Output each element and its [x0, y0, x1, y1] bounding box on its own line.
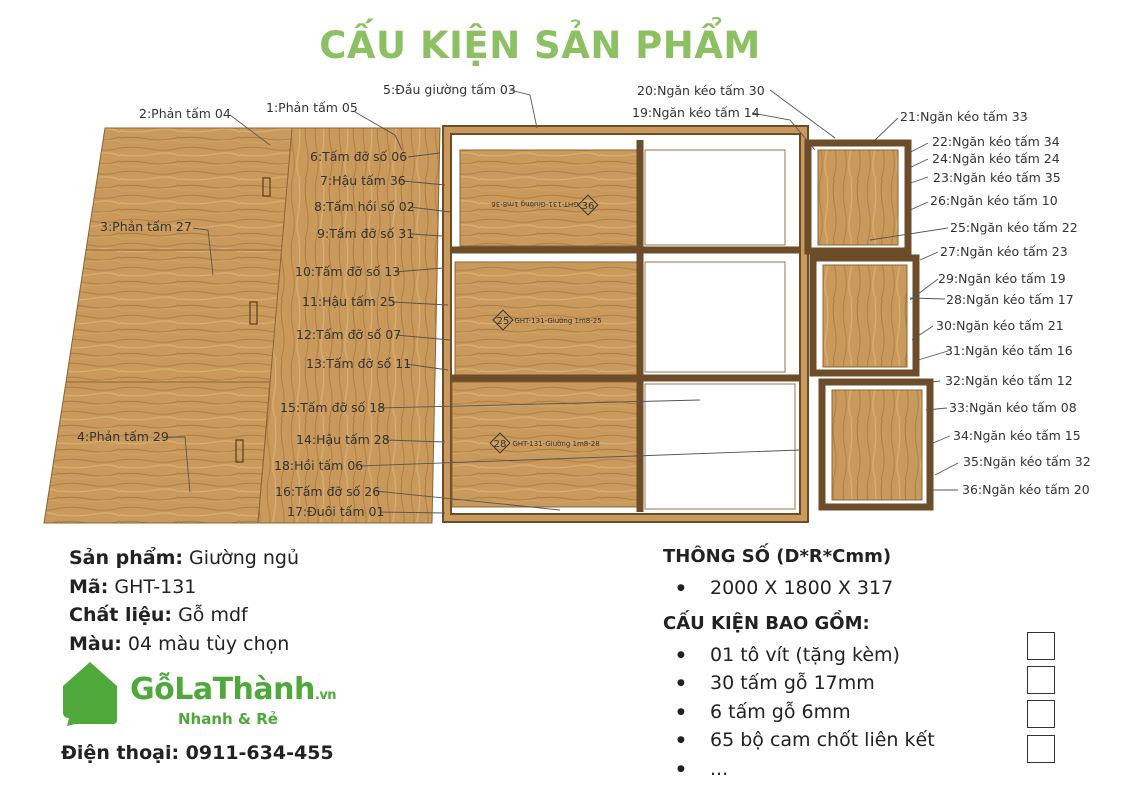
- product-code-row: Mã: GHT-131: [69, 575, 197, 598]
- label-12: 12:Tấm đỡ số 07: [296, 327, 402, 342]
- component-checkbox-4[interactable]: [1027, 735, 1055, 763]
- label-21: 21:Ngăn kéo tấm 33: [900, 109, 1028, 124]
- label-10: 10:Tấm đỡ số 13: [295, 264, 401, 279]
- label-25: 25:Ngăn kéo tấm 22: [950, 220, 1078, 235]
- component-checkbox-2[interactable]: [1027, 666, 1055, 694]
- label-24: 24:Ngăn kéo tấm 24: [932, 151, 1060, 166]
- label-7: 7:Hậu tấm 36: [320, 173, 406, 188]
- product-name-row: Sản phẩm: Giường ngủ: [69, 547, 300, 569]
- specifications: [663, 544, 935, 783]
- label-22: 22:Ngăn kéo tấm 34: [932, 134, 1060, 149]
- label-2: 2:Phản tấm 04: [139, 106, 231, 121]
- label-17: 17:Đuôi tấm 01: [287, 504, 385, 519]
- logo-slogan: Nhanh & Rẻ: [178, 710, 278, 728]
- components-heading: CẤU KIỆN BAO GỒM:: [663, 612, 870, 634]
- label-23: 23:Ngăn kéo tấm 35: [933, 170, 1061, 185]
- product-info: [69, 544, 299, 658]
- mark-36: 36: [581, 201, 595, 212]
- component-item: ● 6 tấm gỗ 6mm: [677, 700, 851, 723]
- dimension-item: ● 2000 X 1800 X 317: [677, 577, 894, 599]
- label-27: 27:Ngăn kéo tấm 23: [940, 244, 1068, 259]
- label-3: 3:Phản tấm 27: [100, 219, 192, 234]
- label-30: 30:Ngăn kéo tấm 21: [936, 318, 1064, 333]
- label-8: 8:Tấm hồi số 02: [314, 199, 415, 214]
- component-checkbox-1[interactable]: [1027, 632, 1055, 660]
- spec-heading: THÔNG SỐ (D*R*Cmm): [663, 546, 892, 567]
- components-list: [663, 641, 935, 784]
- phone-number: Điện thoại: 0911-634-455: [61, 742, 334, 764]
- label-1: 1:Phản tấm 05: [266, 100, 358, 115]
- label-31: 31:Ngăn kéo tấm 16: [945, 343, 1073, 358]
- label-14: 14:Hậu tấm 28: [296, 432, 390, 447]
- mark-28: 28: [493, 439, 507, 450]
- label-9: 9:Tấm đỡ số 31: [317, 226, 415, 241]
- component-item: ● 01 tô vít (tặng kèm): [677, 643, 900, 666]
- label-32: 32:Ngăn kéo tấm 12: [945, 373, 1073, 388]
- label-29: 29:Ngăn kéo tấm 19: [938, 271, 1066, 286]
- label-26: 26:Ngăn kéo tấm 10: [930, 193, 1058, 208]
- product-material: Gỗ mdf: [178, 604, 248, 626]
- mark-text-25: GHT-131-Giường 1m8-25: [514, 317, 602, 325]
- component-item: ● 30 tấm gỗ 17mm: [677, 672, 875, 694]
- label-28: 28:Ngăn kéo tấm 17: [946, 292, 1074, 307]
- mark-text-28: GHT-131-Giường 1m8-28: [512, 440, 600, 448]
- page-title: CẤU KIỆN SẢN PHẨM: [319, 24, 761, 67]
- label-15: 15:Tấm đỡ số 18: [280, 400, 386, 415]
- bed-frame: [447, 130, 804, 518]
- label-13: 13:Tấm đỡ số 11: [306, 356, 412, 371]
- product-name: Giường ngủ: [189, 547, 300, 569]
- logo-house-icon: [61, 660, 119, 726]
- panel-3: [66, 250, 290, 382]
- label-16: 16:Tấm đỡ số 26: [275, 484, 381, 499]
- label-18: 18:Hồi tấm 06: [274, 458, 364, 473]
- label-36: 36:Ngăn kéo tấm 20: [962, 482, 1090, 497]
- label-5: 5:Đầu giường tấm 03: [383, 82, 516, 97]
- mark-25: 25: [496, 316, 510, 327]
- mark-text-36: GHT-131-Giường 1m8-36: [491, 200, 579, 208]
- drawers: [808, 143, 930, 507]
- label-11: 11:Hậu tấm 25: [302, 294, 396, 309]
- component-item: ● 65 bộ cam chốt liên kết: [677, 729, 935, 751]
- label-33: 33:Ngăn kéo tấm 08: [949, 400, 1077, 415]
- label-4: 4:Phản tấm 29: [77, 429, 169, 444]
- product-code: GHT-131: [114, 575, 197, 598]
- label-19: 19:Ngăn kéo tấm 14: [632, 105, 760, 120]
- component-checkbox-3[interactable]: [1027, 700, 1055, 728]
- label-6: 6:Tấm đỡ số 06: [310, 149, 408, 164]
- product-material-row: Chất liệu: Gỗ mdf: [69, 604, 248, 626]
- label-35: 35:Ngăn kéo tấm 32: [963, 454, 1091, 469]
- component-item: ● ...: [677, 757, 729, 780]
- label-34: 34:Ngăn kéo tấm 15: [953, 428, 1081, 443]
- product-color-row: Màu: 04 màu tùy chọn: [69, 632, 290, 655]
- label-20: 20:Ngăn kéo tấm 30: [637, 83, 765, 98]
- product-color: 04 màu tùy chọn: [127, 632, 290, 655]
- logo-text: GỗLaThành.vn: [130, 672, 337, 707]
- dimension-list: [663, 574, 935, 603]
